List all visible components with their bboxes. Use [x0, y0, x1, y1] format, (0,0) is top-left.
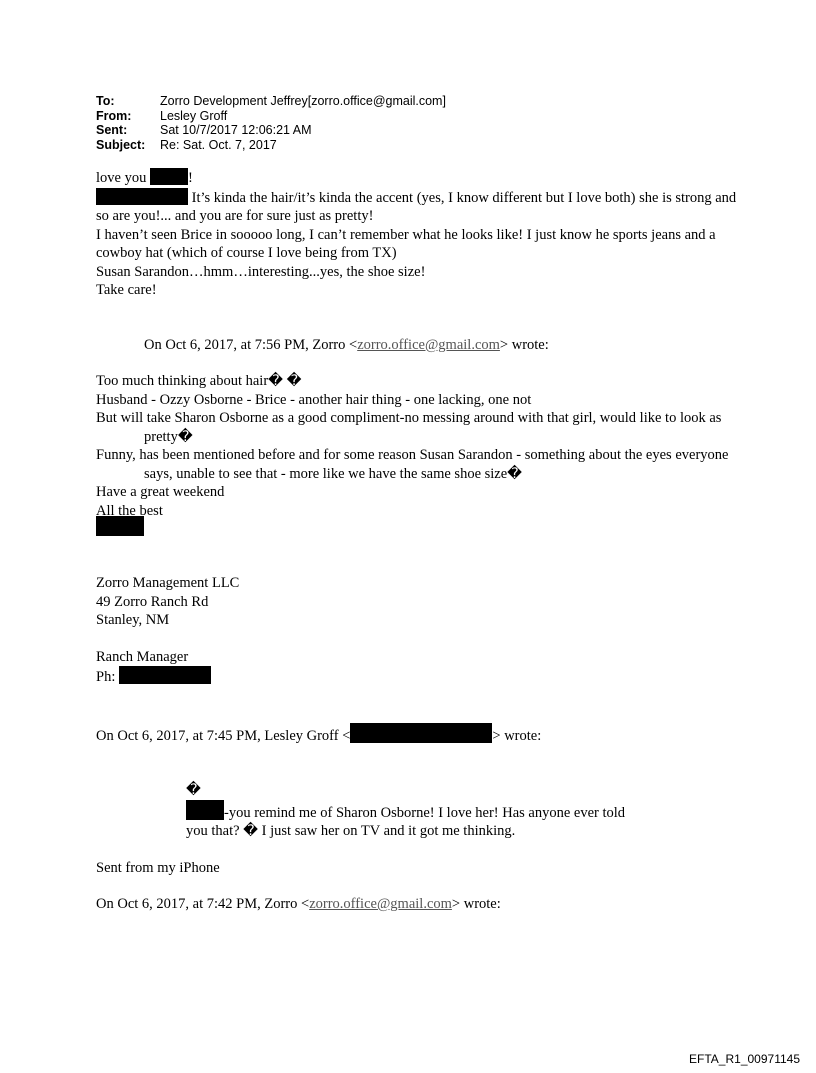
reply-line-1 [96, 168, 746, 188]
reply-text-2: It’s kinda the hair/it’s kinda the accent (yes, I know different but I love both) she is strong and so are you!... and you are for sure just as pretty! [96, 189, 737, 224]
reply-greeting: love you [96, 170, 150, 186]
to-value: Zorro Development Jeffrey[zorro.office@gmail.com] [160, 94, 446, 108]
from-label: From: [96, 108, 132, 123]
redaction-box [96, 188, 188, 205]
sig-phone [96, 666, 746, 687]
quote2-intro-b: > wrote: [492, 727, 542, 744]
quote2-message-text: -you remind me of Sharon Osborne! I love her! Has anyone ever told you that? � I just saw her on TV and it got me thinking. [186, 804, 626, 839]
quote1-intro [96, 336, 746, 355]
redaction-box [150, 168, 188, 185]
quote1-line-4: Funny, has been mentioned before and for some reason Susan Sarandon - something about the eyes everyone says, unable to see that - more like we have the same shoe size� [96, 447, 729, 482]
sig-company: Zorro Management LLC [96, 575, 240, 591]
sent-value: Sat 10/7/2017 12:06:21 AM [160, 123, 312, 137]
reply-line-4: Susan Sarandon…hmm…interesting...yes, the shoe size! [96, 263, 426, 280]
subject-row [96, 138, 446, 153]
sig-street: 49 Zorro Ranch Rd [96, 593, 209, 610]
reply-line-2 [96, 188, 746, 226]
quote2-message [96, 800, 626, 841]
quote2-intro-a: On Oct 6, 2017, at 7:45 PM, Lesley Groff < [96, 727, 351, 744]
sent-row [96, 123, 446, 138]
quote2-glyph: � [186, 782, 201, 798]
to-label: To: [96, 94, 115, 108]
to-row [96, 94, 446, 109]
reply-line-5: Take care! [96, 282, 157, 298]
subject-label: Subject: [96, 137, 146, 152]
quote3-intro [96, 895, 746, 914]
reply-line-3: I haven’t seen Brice in sooooo long, I can’t remember what he looks like! I just know he sports jeans and a cowboy hat (which of course I love being from TX) [96, 226, 716, 261]
quote1-line-3: But will take Sharon Osborne as a good compliment-no messing around with that girl, would like to look as pretty� [96, 410, 722, 445]
quote1-intro-b: > wrote: [499, 336, 549, 353]
quote3-email-link[interactable]: zorro.office@gmail.com [309, 896, 452, 912]
quote1-intro-a: On Oct 6, 2017, at 7:56 PM, Zorro < [144, 336, 358, 353]
email-header [96, 94, 446, 152]
document-id: EFTA_R1_00971145 [689, 1052, 800, 1066]
sig-phone-label: Ph: [96, 669, 119, 685]
sent-label: Sent: [96, 123, 128, 137]
redaction-box [186, 800, 224, 820]
quote1-line-1: Too much thinking about hair� � [96, 373, 302, 389]
from-row [96, 109, 446, 124]
quote3-intro-b: > wrote: [451, 896, 501, 912]
quote1-email-link[interactable]: zorro.office@gmail.com [357, 336, 500, 353]
sig-city: Stanley, NM [96, 612, 170, 628]
quote2-intro [96, 723, 746, 746]
sent-from: Sent from my iPhone [96, 859, 220, 876]
quote1-line-2: Husband - Ozzy Osborne - Brice - another hair thing - one lacking, one not [96, 391, 532, 408]
subject-value: Re: Sat. Oct. 7, 2017 [160, 137, 277, 152]
quote1-line-5: Have a great weekend [96, 484, 225, 500]
redaction-box [350, 723, 492, 743]
from-value: Lesley Groff [160, 108, 228, 123]
email-body [96, 168, 746, 914]
quote1-line-6: All the best [96, 502, 163, 519]
sig-title: Ranch Manager [96, 648, 189, 665]
redaction-box [119, 666, 211, 684]
reply-greeting-end: ! [187, 170, 193, 186]
quote3-intro-a: On Oct 6, 2017, at 7:42 PM, Zorro < [96, 896, 310, 912]
